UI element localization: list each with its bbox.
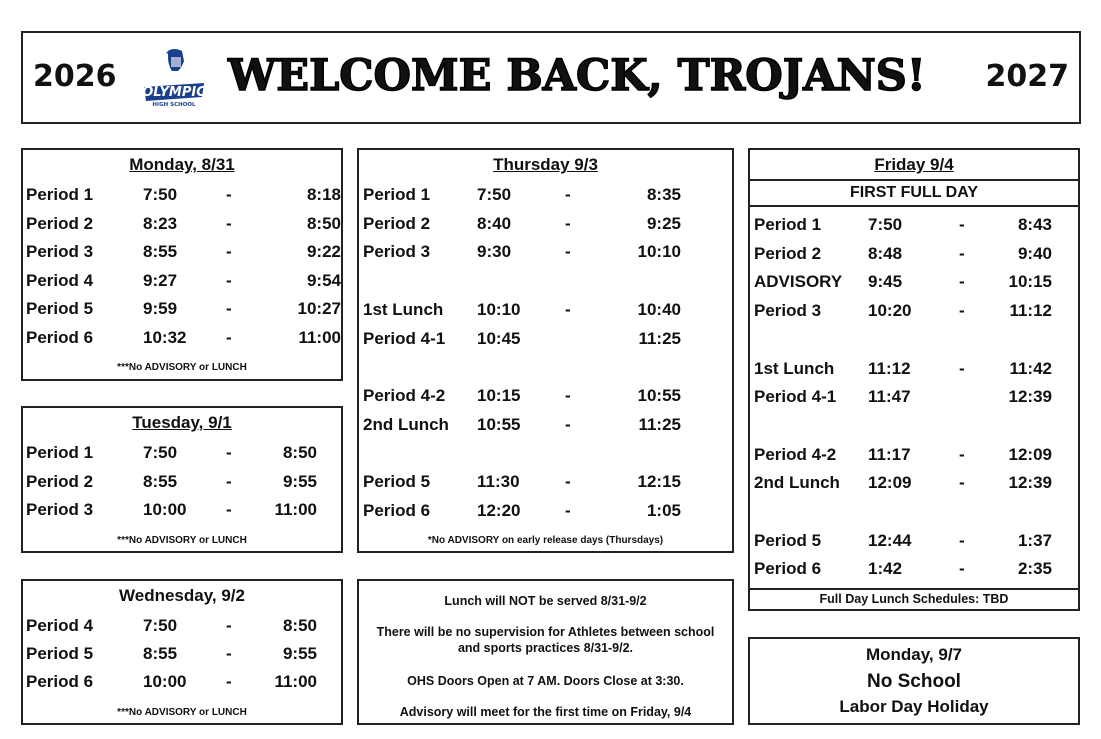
start-time: 9:27 bbox=[143, 270, 178, 290]
time-dash: - bbox=[226, 616, 232, 635]
time-dash: - bbox=[565, 500, 571, 520]
monday-schedule bbox=[21, 148, 343, 381]
info-lunch: Lunch will NOT be served 8/31-9/2 bbox=[444, 594, 647, 608]
period-label: Period 1 bbox=[754, 215, 822, 234]
start-time: 10:10 bbox=[477, 299, 521, 319]
start-time: 11:12 bbox=[868, 358, 911, 378]
start-time: 11:30 bbox=[477, 472, 520, 491]
end-time: 12:15 bbox=[637, 472, 681, 491]
thursday-schedule bbox=[357, 148, 734, 553]
start-time: 8:23 bbox=[143, 213, 178, 233]
start-time: 7:50 bbox=[868, 215, 903, 234]
end-time: 11:00 bbox=[298, 328, 341, 347]
period-label: Period 5 bbox=[363, 472, 431, 491]
schedule-row bbox=[359, 411, 732, 439]
time-dash: - bbox=[226, 443, 232, 462]
time-dash: - bbox=[565, 414, 571, 434]
end-time: 9:55 bbox=[282, 644, 317, 663]
schedule-row bbox=[23, 295, 341, 323]
period-label: Period 4-2 bbox=[363, 385, 446, 405]
schedule-row bbox=[750, 441, 1078, 469]
monday-note: ***No ADVISORY or LUNCH bbox=[117, 362, 247, 373]
wednesday-schedule bbox=[21, 579, 343, 725]
start-time: 10:15 bbox=[477, 385, 521, 405]
end-time: 9:25 bbox=[646, 213, 681, 233]
time-dash: - bbox=[565, 299, 571, 319]
end-time: 10:27 bbox=[297, 299, 341, 319]
end-time: 11:00 bbox=[274, 672, 317, 691]
end-time: 8:50 bbox=[306, 213, 341, 233]
wednesday-note: ***No ADVISORY or LUNCH bbox=[117, 707, 247, 718]
time-dash: - bbox=[226, 270, 232, 290]
end-time: 10:15 bbox=[1008, 272, 1052, 292]
end-time: 1:05 bbox=[646, 500, 681, 520]
schedule-row bbox=[23, 668, 341, 696]
olympic-trojan-logo bbox=[138, 47, 210, 107]
end-time: 9:22 bbox=[306, 242, 341, 262]
logo-subtext: HIGH SCHOOL bbox=[152, 102, 196, 107]
info-supervision-line1: There will be no supervision for Athletes between school bbox=[376, 625, 715, 639]
monday-title: Monday, 8/31 bbox=[129, 155, 235, 174]
time-dash: - bbox=[226, 644, 232, 663]
period-label: Period 6 bbox=[26, 672, 94, 691]
friday-subtitle: FIRST FULL DAY bbox=[750, 179, 1078, 207]
period-label: Period 2 bbox=[26, 471, 94, 491]
start-time: 10:00 bbox=[143, 500, 187, 520]
year-right: 2027 bbox=[985, 59, 1069, 94]
time-dash: - bbox=[565, 185, 571, 204]
schedule-row bbox=[359, 296, 732, 324]
thursday-title: Thursday 9/3 bbox=[493, 155, 598, 174]
period-label: 2nd Lunch bbox=[363, 414, 449, 434]
time-dash: - bbox=[565, 213, 571, 233]
time-dash: - bbox=[959, 301, 965, 321]
holiday-notice bbox=[748, 637, 1080, 725]
time-dash: - bbox=[565, 385, 571, 405]
end-time: 2:35 bbox=[1017, 559, 1052, 579]
thursday-note: *No ADVISORY on early release days (Thursdays) bbox=[427, 535, 664, 546]
time-dash: - bbox=[226, 471, 232, 491]
start-time: 8:48 bbox=[868, 243, 903, 263]
tuesday-note: ***No ADVISORY or LUNCH bbox=[117, 535, 247, 546]
schedule-row bbox=[750, 527, 1078, 555]
start-time: 7:50 bbox=[143, 443, 178, 462]
start-time: 7:50 bbox=[477, 185, 512, 204]
schedule-row bbox=[23, 439, 341, 467]
tuesday-schedule bbox=[21, 406, 343, 553]
end-time: 8:50 bbox=[282, 616, 317, 635]
period-label: Period 1 bbox=[26, 443, 94, 462]
schedule-row bbox=[23, 181, 341, 209]
end-time: 11:12 bbox=[1009, 301, 1052, 321]
schedule-row bbox=[359, 497, 732, 525]
time-dash: - bbox=[565, 472, 571, 491]
year-left: 2026 bbox=[33, 59, 117, 94]
schedule-row bbox=[23, 496, 341, 524]
start-time: 12:44 bbox=[868, 530, 912, 550]
end-time: 9:54 bbox=[306, 270, 341, 290]
period-label: Period 2 bbox=[26, 213, 94, 233]
time-dash: - bbox=[226, 185, 232, 204]
schedule-row bbox=[750, 355, 1078, 383]
time-dash: - bbox=[226, 328, 232, 347]
start-time: 8:40 bbox=[477, 213, 512, 233]
time-dash: - bbox=[959, 530, 965, 550]
header-banner bbox=[21, 31, 1081, 124]
info-doors: OHS Doors Open at 7 AM. Doors Close at 3:30. bbox=[407, 674, 684, 688]
schedule-row bbox=[359, 238, 732, 266]
logo-text: OLYMPIC bbox=[142, 85, 206, 100]
schedule-row bbox=[23, 612, 341, 640]
end-time: 11:25 bbox=[638, 328, 681, 348]
schedule-row bbox=[359, 468, 732, 496]
time-dash: - bbox=[959, 272, 965, 292]
wednesday-title: Wednesday, 9/2 bbox=[119, 586, 245, 605]
time-dash: - bbox=[959, 358, 965, 378]
period-label: Period 4-1 bbox=[363, 328, 446, 348]
start-time: 10:32 bbox=[143, 328, 187, 347]
schedule-row bbox=[750, 268, 1078, 296]
schedule-row bbox=[359, 325, 732, 353]
start-time: 8:55 bbox=[143, 242, 178, 262]
schedule-row bbox=[23, 210, 341, 238]
time-dash: - bbox=[226, 500, 232, 520]
schedule-row bbox=[359, 382, 732, 410]
start-time: 10:00 bbox=[143, 672, 187, 691]
page-title: WELCOME BACK, TROJANS! bbox=[228, 51, 926, 101]
info-supervision-line2: and sports practices 8/31-9/2. bbox=[457, 641, 634, 655]
end-time: 10:40 bbox=[637, 299, 681, 319]
start-time: 12:20 bbox=[477, 500, 521, 520]
tuesday-title: Tuesday, 9/1 bbox=[132, 413, 232, 432]
period-label: Period 4 bbox=[26, 270, 94, 290]
end-time: 8:18 bbox=[306, 185, 341, 204]
period-label: Period 2 bbox=[363, 213, 431, 233]
schedule-row bbox=[750, 555, 1078, 583]
time-dash: - bbox=[226, 213, 232, 233]
start-time: 10:45 bbox=[477, 328, 521, 348]
start-time: 9:45 bbox=[868, 272, 903, 292]
end-time: 12:09 bbox=[1008, 444, 1052, 464]
period-label: Period 4-1 bbox=[754, 387, 837, 407]
period-label: Period 5 bbox=[754, 530, 822, 550]
holiday-date: Monday, 9/7 bbox=[865, 645, 963, 664]
end-time: 8:50 bbox=[282, 443, 317, 462]
schedule-row bbox=[23, 468, 341, 496]
start-time: 7:50 bbox=[143, 185, 178, 204]
start-time: 1:42 bbox=[868, 559, 903, 579]
schedule-row bbox=[23, 324, 341, 352]
schedule-row bbox=[750, 469, 1078, 497]
time-dash: - bbox=[565, 242, 571, 262]
schedule-row bbox=[23, 238, 341, 266]
start-time: 12:09 bbox=[868, 473, 912, 493]
time-dash: - bbox=[959, 243, 965, 263]
end-time: 12:39 bbox=[1008, 387, 1052, 407]
schedule-row bbox=[750, 240, 1078, 268]
period-label: 2nd Lunch bbox=[754, 473, 840, 493]
time-dash: - bbox=[226, 242, 232, 262]
time-dash: - bbox=[226, 299, 232, 319]
start-time: 8:55 bbox=[143, 471, 178, 491]
time-dash: - bbox=[959, 559, 965, 579]
period-label: Period 1 bbox=[363, 185, 431, 204]
period-label: Period 3 bbox=[363, 242, 431, 262]
schedule-row bbox=[23, 640, 341, 668]
end-time: 10:10 bbox=[637, 242, 681, 262]
schedule-row bbox=[359, 210, 732, 238]
time-dash: - bbox=[226, 672, 232, 691]
period-label: Period 3 bbox=[754, 301, 822, 321]
schedule-row bbox=[750, 211, 1078, 239]
period-label: 1st Lunch bbox=[363, 299, 444, 319]
schedule-row bbox=[359, 181, 732, 209]
end-time: 11:42 bbox=[1009, 358, 1052, 378]
end-time: 1:37 bbox=[1017, 530, 1052, 550]
friday-schedule bbox=[748, 148, 1080, 611]
end-time: 12:39 bbox=[1008, 473, 1052, 493]
period-label: Period 6 bbox=[363, 500, 431, 520]
start-time: 8:55 bbox=[143, 644, 178, 663]
time-dash: - bbox=[959, 215, 965, 234]
period-label: Period 6 bbox=[754, 559, 822, 579]
start-time: 9:30 bbox=[477, 242, 512, 262]
end-time: 10:55 bbox=[637, 385, 681, 405]
schedule-row bbox=[750, 297, 1078, 325]
period-label: Period 6 bbox=[26, 328, 94, 347]
start-time: 10:55 bbox=[477, 414, 521, 434]
start-time: 11:17 bbox=[868, 444, 911, 464]
period-label: Period 4-2 bbox=[754, 444, 837, 464]
start-time: 10:20 bbox=[868, 301, 912, 321]
friday-note: Full Day Lunch Schedules: TBD bbox=[750, 588, 1078, 608]
end-time: 9:55 bbox=[282, 471, 317, 491]
holiday-title: No School bbox=[867, 671, 961, 692]
schedule-row bbox=[23, 267, 341, 295]
start-time: 7:50 bbox=[143, 616, 178, 635]
end-time: 11:25 bbox=[638, 414, 681, 434]
period-label: Period 1 bbox=[26, 185, 94, 204]
period-label: Period 5 bbox=[26, 644, 94, 663]
period-label: Period 3 bbox=[26, 242, 94, 262]
start-time: 11:47 bbox=[868, 387, 911, 407]
period-label: ADVISORY bbox=[754, 272, 843, 292]
schedule-row bbox=[750, 383, 1078, 411]
info-advisory: Advisory will meet for the first time on Friday, 9/4 bbox=[399, 705, 692, 719]
period-label: 1st Lunch bbox=[754, 358, 835, 378]
period-label: Period 3 bbox=[26, 500, 94, 520]
end-time: 9:40 bbox=[1017, 243, 1052, 263]
end-time: 11:00 bbox=[274, 500, 317, 520]
end-time: 8:35 bbox=[646, 185, 681, 204]
period-label: Period 2 bbox=[754, 243, 822, 263]
start-time: 9:59 bbox=[143, 299, 178, 319]
time-dash: - bbox=[959, 473, 965, 493]
info-notices bbox=[357, 579, 734, 725]
period-label: Period 4 bbox=[26, 616, 94, 635]
time-dash: - bbox=[959, 444, 965, 464]
end-time: 8:43 bbox=[1017, 215, 1052, 234]
period-label: Period 5 bbox=[26, 299, 94, 319]
friday-title: Friday 9/4 bbox=[874, 155, 954, 174]
holiday-subtitle: Labor Day Holiday bbox=[839, 697, 989, 716]
